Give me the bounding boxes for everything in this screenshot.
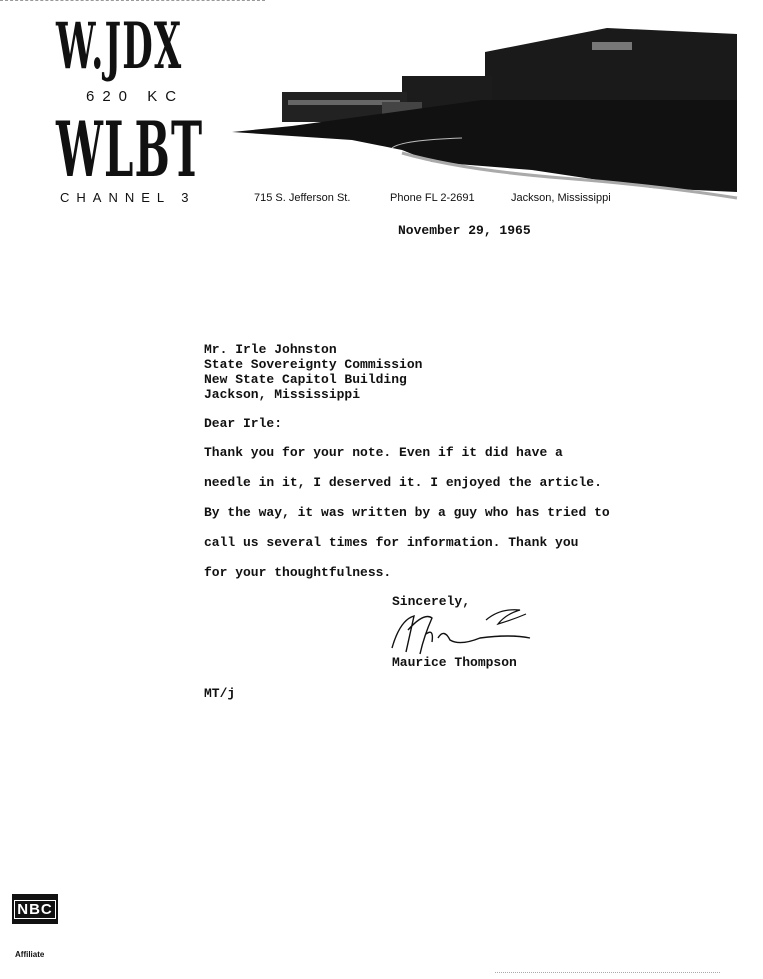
- recipient-line: State Sovereignty Commission: [204, 357, 423, 372]
- radio-frequency: 620 KC: [86, 88, 185, 105]
- salutation: Dear Irle:: [204, 416, 283, 431]
- signer-name: Maurice Thompson: [392, 655, 517, 670]
- letter-body: [204, 438, 610, 588]
- station-city: Jackson, Mississippi: [511, 192, 611, 204]
- station-phone: Phone FL 2-2691: [390, 192, 475, 204]
- bottom-edge-dots: [495, 972, 720, 973]
- recipient-address: [204, 342, 422, 402]
- closing: Sincerely,: [392, 594, 471, 609]
- station-building-illustration: [232, 20, 742, 205]
- recipient-line: New State Capitol Building: [204, 372, 407, 387]
- radio-call-letters: W.JDX: [56, 9, 183, 84]
- nbc-logo: NBC: [12, 894, 58, 924]
- nbc-affiliate-label: Affiliate: [15, 950, 45, 959]
- tv-channel: CHANNEL 3: [60, 190, 196, 205]
- body-line: needle in it, I deserved it. I enjoyed the article.: [204, 475, 602, 490]
- body-line: By the way, it was written by a guy who has tried to: [204, 505, 610, 520]
- body-line: call us several times for information. Thank you: [204, 535, 579, 550]
- letter-date: November 29, 1965: [398, 223, 531, 238]
- body-line: Thank you for your note. Even if it did have a: [204, 445, 563, 460]
- recipient-line: Jackson, Mississippi: [204, 387, 361, 402]
- station-address: 715 S. Jefferson St.: [254, 192, 351, 204]
- recipient-line: Mr. Irle Johnston: [204, 342, 337, 357]
- top-edge-dashes: [0, 0, 265, 1]
- tv-call-letters: WLBT: [56, 105, 204, 194]
- typist-initials: MT/j: [204, 686, 236, 701]
- handwritten-signature: [380, 600, 540, 660]
- body-line: for your thoughtfulness.: [204, 565, 392, 580]
